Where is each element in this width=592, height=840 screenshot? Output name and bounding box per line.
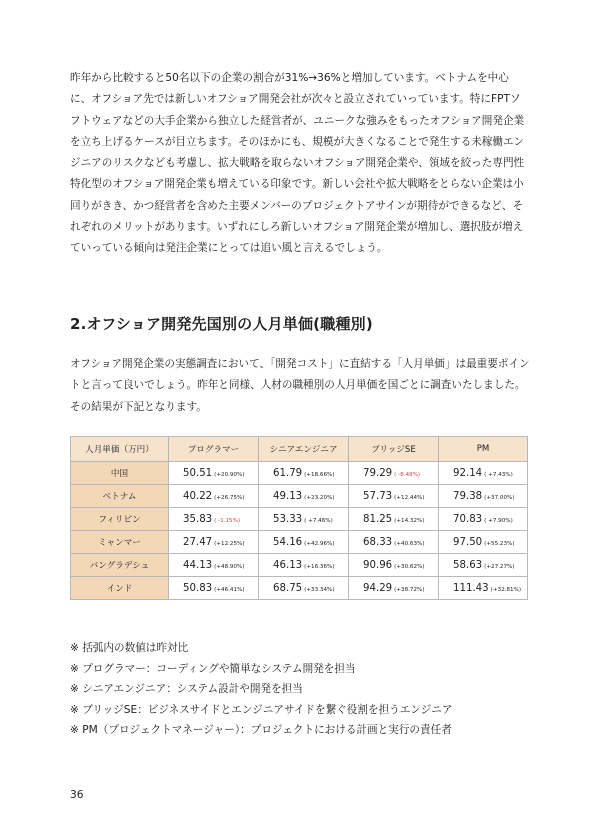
unit-price-table [70,436,528,600]
yoy-change: (+42.96%) [304,540,335,547]
yoy-change: ( -1.15%) [214,517,241,524]
yoy-change: ( +7.90%) [484,517,513,524]
yoy-change: (+38.72%) [394,586,425,593]
yoy-change: (+40.63%) [394,540,425,547]
price-cell [349,531,439,554]
price-value: 81.25 [363,513,393,525]
price-cell [259,577,349,600]
price-cell [349,485,439,508]
price-cell [169,508,259,531]
note-item: ※ 括弧内の数値は昨対比 [70,642,189,654]
yoy-change: (+26.75%) [214,494,245,501]
price-value: 61.79 [273,467,303,479]
yoy-change: (+48.90%) [214,563,245,570]
yoy-change: (+12.44%) [394,494,425,501]
page-number: 36 [70,789,84,801]
price-cell [349,508,439,531]
table-row [71,485,528,508]
yoy-change: (+32.81%) [490,586,522,593]
price-value: 68.33 [363,536,393,548]
price-value: 58.63 [453,559,483,571]
price-value: 79.38 [453,490,483,502]
price-value: 35.83 [183,513,213,525]
yoy-change: (+33.34%) [304,586,335,593]
note-item: ※ PM（プロジェクトマネージャー）：プロジェクトにおける計画と実行の責任者 [70,724,452,736]
yoy-change: ( -8.48%) [394,471,421,478]
price-value: 46.13 [273,559,303,571]
price-cell [439,462,528,485]
price-cell [259,554,349,577]
price-value: 44.13 [183,559,213,571]
row-header-country: フィリピン [71,508,169,531]
yoy-change: (+14.32%) [394,517,425,524]
row-header-country: ミャンマー [71,531,169,554]
column-header-pm: PM [439,437,528,462]
price-cell [259,531,349,554]
table-row [71,508,528,531]
price-value: 50.51 [183,467,213,479]
price-value: 79.29 [363,467,393,479]
table-header-row [71,437,528,462]
price-value: 90.96 [363,559,393,571]
yoy-change: ( +7.43%) [484,471,513,478]
section-heading: 2.オフショア開発先国別の人月単価(職種別) [70,315,373,333]
price-cell [259,462,349,485]
price-cell [259,485,349,508]
table-header-label: 人月単価（万円） [71,437,169,462]
price-cell [169,485,259,508]
price-cell [439,485,528,508]
price-cell [439,508,528,531]
price-value: 27.47 [183,536,213,548]
price-value: 40.22 [183,490,213,502]
table-row [71,577,528,600]
table-body [71,462,528,600]
column-header-senior-engineer: シニアエンジニア [259,437,349,462]
yoy-change: (+16.36%) [304,563,335,570]
yoy-change: (+55.23%) [484,540,515,547]
column-header-bridge-se: ブリッジSE [349,437,439,462]
yoy-change: (+46.41%) [214,586,245,593]
row-header-country: ベトナム [71,485,169,508]
price-value: 68.75 [273,582,303,594]
price-value: 50.83 [183,582,213,594]
price-cell [169,462,259,485]
price-cell [259,508,349,531]
table-row [71,554,528,577]
yoy-change: (+30.62%) [394,563,425,570]
price-cell [169,554,259,577]
price-value: 49.13 [273,490,303,502]
price-cell [439,531,528,554]
column-header-programmer: プログラマー [169,437,259,462]
price-value: 92.14 [453,467,483,479]
price-cell [349,462,439,485]
yoy-change: (+12.25%) [214,540,245,547]
price-value: 54.16 [273,536,303,548]
row-header-country: インド [71,577,169,600]
table-row [71,462,528,485]
yoy-change: (+23.20%) [304,494,335,501]
price-value: 94.29 [363,582,393,594]
price-cell [349,577,439,600]
yoy-change: (+27.27%) [484,563,515,570]
price-cell [439,554,528,577]
yoy-change: ( +7.46%) [304,517,333,524]
price-value: 111.43 [453,582,489,594]
price-cell [349,554,439,577]
yoy-change: (+20.90%) [214,471,245,478]
row-header-country: バングラデシュ [71,554,169,577]
price-cell [439,577,528,600]
table-row [71,531,528,554]
price-cell [169,577,259,600]
price-value: 70.83 [453,513,483,525]
price-value: 57.73 [363,490,393,502]
yoy-change: (+37.00%) [484,494,515,501]
intro-paragraph: 昨年から比較すると50名以下の企業の割合が31%→36%と増加しています。ベトナムを中心に、オフショア先では新しいオフショア開発会社が次々と設立されていっています。特にFPTソフトウェアなどの大手企業から独立した経営者が、ユニークな強みをもったオフショア開発企業を立ち上げるケースが目立ちます。そのほかにも、規模が大きくなることで発生する未稼働エンジニアのリスクなども考慮し、拡大戦略を取らないオフショア開発企業や、領域を絞った専門性特化型のオフショア開発企業も増えている印象です。新しい会社や拡大戦略をとらない企業は小回りがきき、かつ経営者を含めた主要メンバーのプロジェクトアサインが期待ができるなど、それぞれのメリットがあります。いずれにしろ新しいオフショア開発企業が増加し、選択肢が増えていっている傾向は発注企業にとっては追い風と言えるでしょう。 [70,72,525,255]
note-item: ※ プログラマー：コーディングや簡単なシステム開発を担当 [70,662,356,675]
yoy-change: (+18.66%) [304,471,335,478]
row-header-country: 中国 [71,462,169,485]
note-item: ※ シニアエンジニア：システム設計や開発を担当 [70,683,303,695]
price-cell [169,531,259,554]
price-value: 97.50 [453,536,483,548]
price-value: 53.33 [273,513,303,525]
section-body-paragraph: オフショア開発企業の実態調査において、「開発コスト」に直結する「人月単価」は最重要ポイントと言って良いでしょう。昨年と同様、人材の職種別の人月単価を国ごとに調査いたしました。その結果が下記となります。 [70,358,530,413]
note-item: ※ ブリッジSE：ビジネスサイドとエンジニアサイドを繋ぐ役割を担うエンジニア [70,703,453,716]
notes-list [70,638,452,741]
